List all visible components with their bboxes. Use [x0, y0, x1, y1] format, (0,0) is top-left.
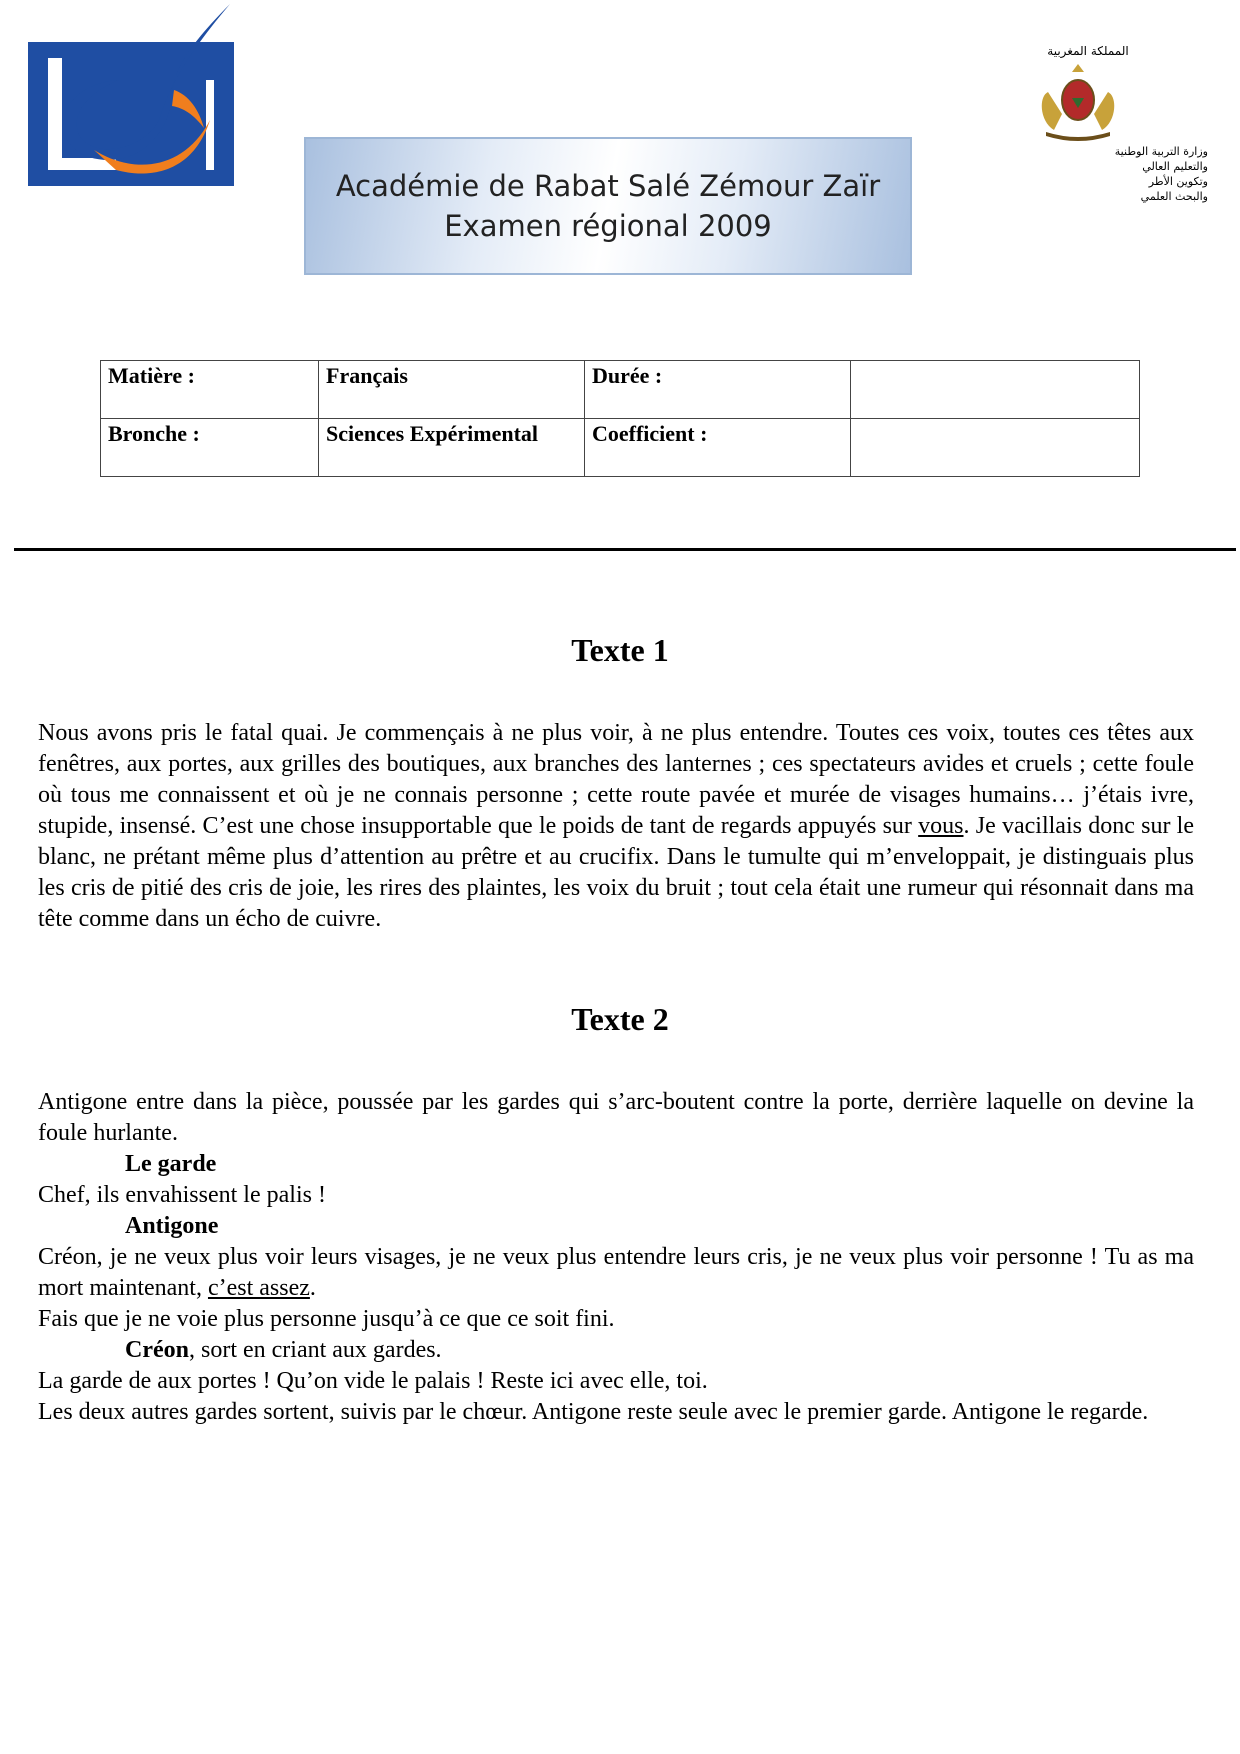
- speaker-antigone: Antigone: [125, 1213, 219, 1239]
- antigone-part: Créon, je ne veux plus voir leurs visages, je ne veux plus entendre leurs cris, je ne veux plus voir personne ! Tu as ma mort maintenant,: [38, 1244, 1194, 1301]
- stage-direction: , sort en criant aux gardes.: [188, 1337, 442, 1363]
- antigone-line: [38, 1242, 1194, 1304]
- texte2-intro: Antigone entre dans la pièce, poussée par les gardes qui s’arc-boutent contre la porte, derrière laquelle on devine la foule hurlante.: [38, 1089, 1194, 1146]
- divider: [14, 548, 1236, 551]
- antigone-underlined: c’est assez: [207, 1275, 310, 1301]
- creon-line: La garde de aux portes ! Qu’on vide le palais ! Reste ici avec elle, toi.: [38, 1368, 708, 1394]
- table-row: [101, 361, 1140, 419]
- duration-value: [851, 361, 1140, 419]
- emblem-line: والتعليم العالي: [1142, 160, 1208, 173]
- academy-logo: [24, 0, 240, 190]
- emblem-line: والبحث العلمي: [1140, 190, 1208, 203]
- subject-label: Matière :: [101, 361, 319, 419]
- subject-value: Français: [319, 361, 585, 419]
- emblem-line: وزارة التربية الوطنية: [1114, 145, 1208, 158]
- branch-value: Sciences Expérimental: [319, 419, 585, 477]
- texte1-body: [38, 718, 1194, 935]
- emblem-title: المملكة المغربية: [1047, 44, 1129, 58]
- garde-line: Chef, ils envahissent le palis !: [38, 1182, 326, 1208]
- emblem-line: وتكوين الأطر: [1148, 175, 1208, 188]
- speaker-creon: Créon: [125, 1337, 189, 1363]
- academy-name: Académie de Rabat Salé Zémour Zaïr: [335, 169, 881, 203]
- emblem-lines: [968, 144, 1208, 204]
- exam-title: Examen régional 2009: [444, 209, 772, 243]
- coefficient-label: Coefficient :: [585, 419, 851, 477]
- exam-header: [304, 137, 912, 275]
- antigone-part: .: [309, 1275, 316, 1301]
- texte2-title: Texte 2: [571, 1001, 669, 1037]
- coat-of-arms-icon: [1028, 62, 1128, 142]
- antigone-line-2: Fais que je ne voie plus personne jusqu’à ce que ce soit fini.: [38, 1306, 615, 1332]
- texte1-title: Texte 1: [571, 632, 669, 668]
- ministry-emblem: [968, 44, 1208, 214]
- texte1-part: Nous avons pris le fatal quai. Je commençais à ne plus voir, à ne plus entendre. Toutes ces voix, toutes ces têtes aux fenêtres, aux portes, aux grilles des boutiques, aux branches des lanternes ; ces spectateurs avides et cruels ; cette foule où tous me connaissent et où je ne connais personne ; cette route pavée et murée de visages humains… j’étais ivre, stupide, insensé. C’est une chose insupportable que le poids de tant de regards appuyés sur: [38, 720, 1194, 839]
- texte1-underlined: vous: [918, 813, 964, 839]
- table-row: [101, 419, 1140, 477]
- exam-info-table: [100, 360, 1140, 477]
- duration-label: Durée :: [585, 361, 851, 419]
- speaker-le-garde: Le garde: [125, 1151, 217, 1177]
- texte1-part: . Je vacillais donc sur le blanc, ne prétant même plus d’attention au prêtre et au crucifix. Dans le tumulte qui m’enveloppait, je distinguais plus les cris de pitié des cris de joie, les rires des plaintes, les voix du bruit ; tout cela était une rumeur qui résonnait dans ma tête comme dans un écho de cuivre.: [38, 813, 1194, 932]
- creon-stage-direction: [38, 1335, 1240, 1366]
- branch-label: Bronche :: [101, 419, 319, 477]
- final-stage-direction: Les deux autres gardes sortent, suivis par le chœur. Antigone reste seule avec le premier garde. Antigone le regarde.: [38, 1399, 1149, 1425]
- coefficient-value: [851, 419, 1140, 477]
